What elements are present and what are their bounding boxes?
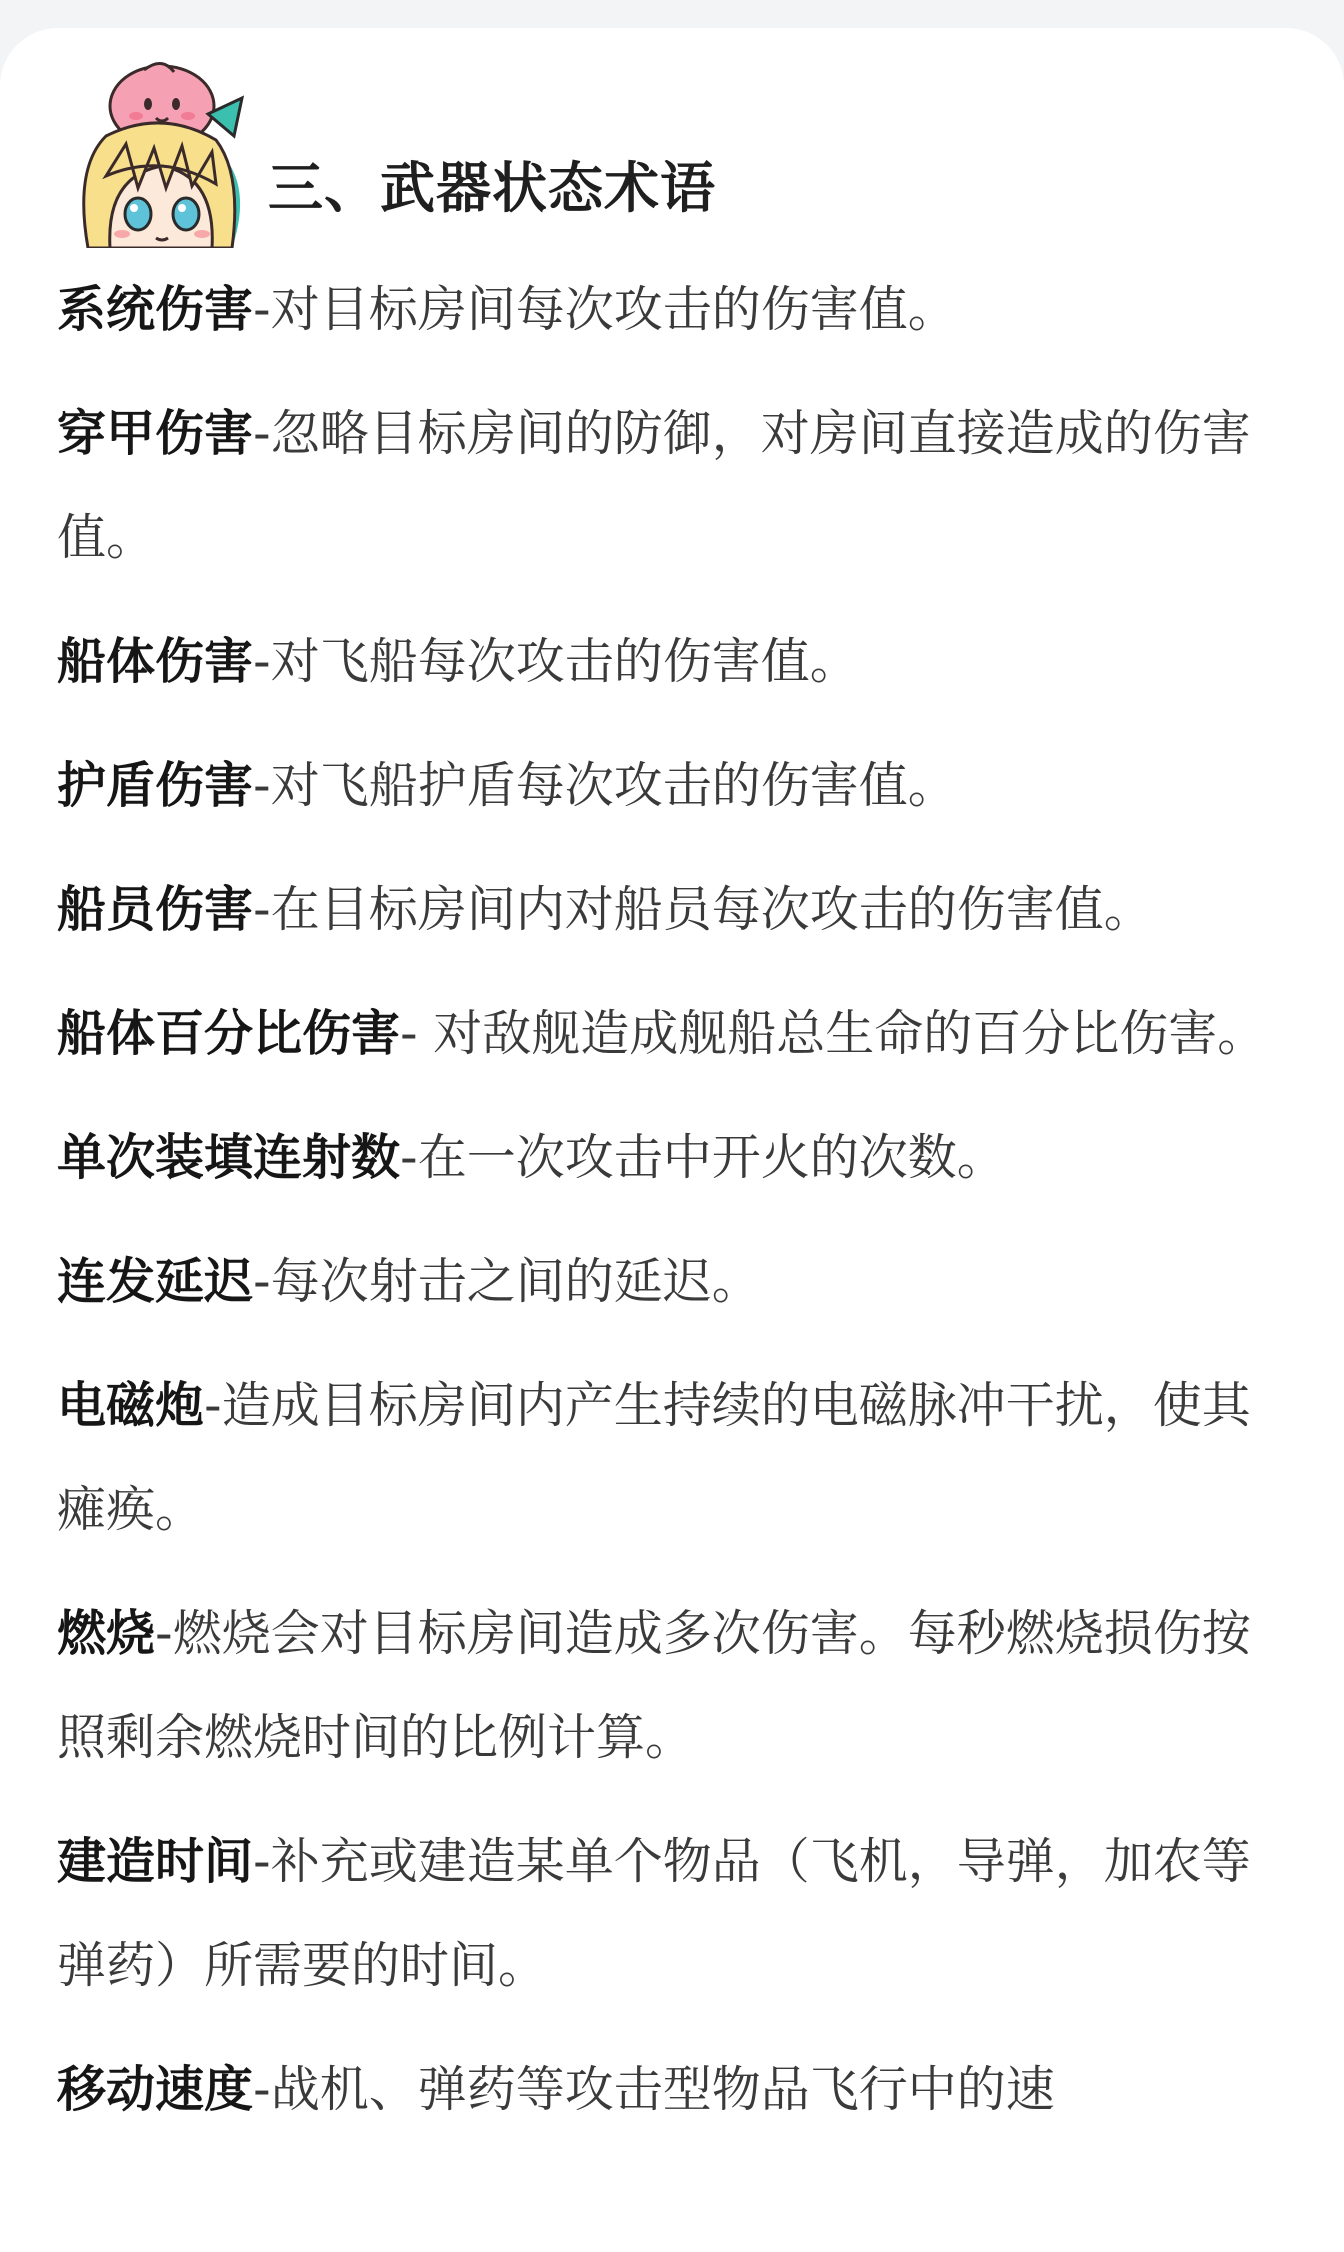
term-description: -战机、弹药等攻击型物品飞行中的速 (253, 2061, 1055, 2118)
term-item (57, 610, 1297, 714)
term-description: -补充或建造某单个物品（飞机，导弹，加农等弹药）所需要的时间。 (57, 1833, 1251, 1994)
term-description: -燃烧会对目标房间造成多次伤害。每秒燃烧损伤按照剩余燃烧时间的比例计算。 (57, 1605, 1251, 1766)
term-item (57, 1354, 1297, 1562)
section-title: 三、武器状态术语 (268, 156, 717, 220)
term-name: 电磁炮 (57, 1377, 205, 1434)
term-item (57, 1582, 1297, 1790)
term-item (57, 1106, 1297, 1210)
mascot-avatar-icon (66, 48, 254, 248)
term-item (57, 982, 1297, 1086)
term-name: 穿甲伤害 (57, 405, 254, 462)
term-description: -对飞船护盾每次攻击的伤害值。 (253, 757, 957, 814)
term-description: -对目标房间每次攻击的伤害值。 (253, 281, 957, 338)
term-item (57, 382, 1297, 590)
term-description: - 对敌舰造成舰船总生命的百分比伤害。 (400, 1005, 1267, 1062)
term-list (57, 258, 1297, 2142)
term-description: -忽略目标房间的防御，对房间直接造成的伤害值。 (57, 405, 1251, 566)
term-name: 建造时间 (57, 1833, 254, 1890)
term-name: 船体伤害 (57, 633, 254, 690)
term-description: -在目标房间内对船员每次攻击的伤害值。 (253, 881, 1153, 938)
term-item (57, 1230, 1297, 1334)
term-name: 护盾伤害 (57, 757, 254, 814)
term-item (57, 2038, 1297, 2142)
term-item (57, 858, 1297, 962)
term-name: 船体百分比伤害 (57, 1005, 401, 1062)
term-name: 燃烧 (57, 1605, 156, 1662)
term-name: 船员伤害 (57, 881, 254, 938)
term-description: -对飞船每次攻击的伤害值。 (253, 633, 859, 690)
term-description: -在一次攻击中开火的次数。 (400, 1129, 1006, 1186)
term-item (57, 1810, 1297, 2018)
term-name: 连发延迟 (57, 1253, 254, 1310)
term-item (57, 734, 1297, 838)
term-name: 单次装填连射数 (57, 1129, 401, 1186)
term-description: -每次射击之间的延迟。 (253, 1253, 761, 1310)
term-description: -造成目标房间内产生持续的电磁脉冲干扰，使其瘫痪。 (57, 1377, 1251, 1538)
article-card (0, 28, 1344, 2252)
term-name: 系统伤害 (57, 281, 254, 338)
term-item (57, 258, 1297, 362)
term-name: 移动速度 (57, 2061, 254, 2118)
